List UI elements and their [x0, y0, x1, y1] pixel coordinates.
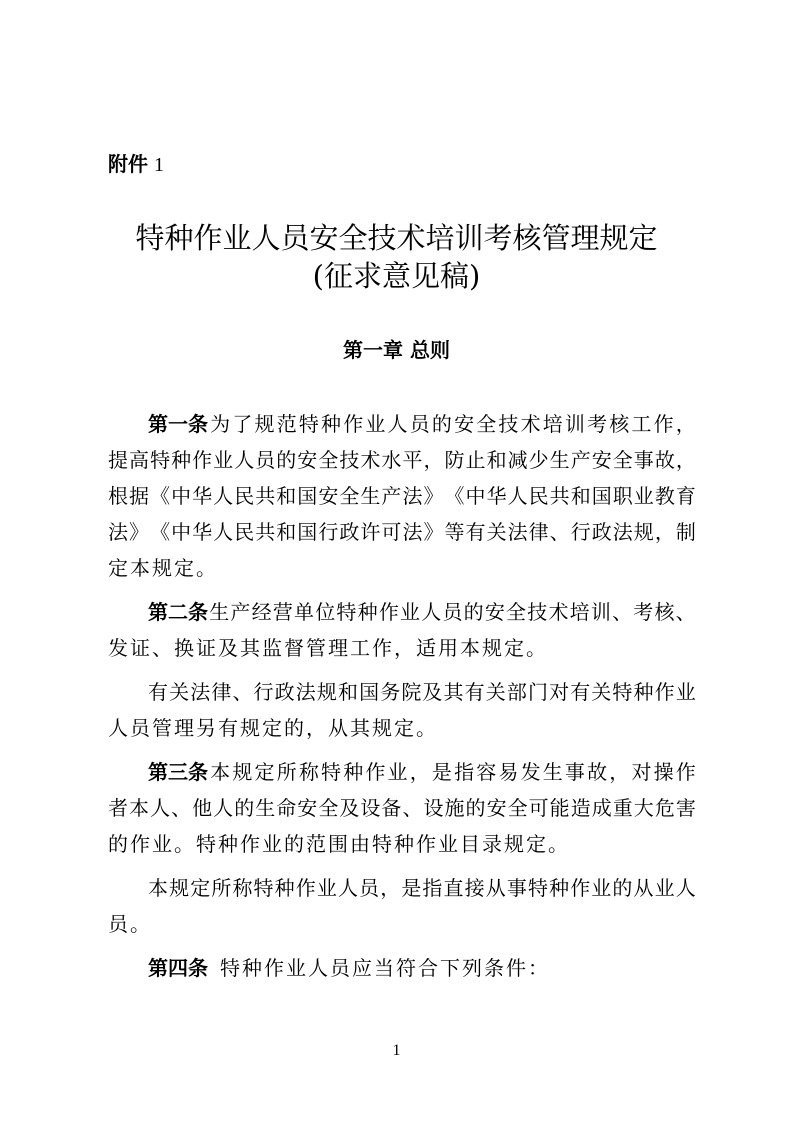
body-line: 提 高 特 种 作 业 人 员 的 安 全 技 术 水 平 ， 防 止 和 减 少 生 产 安 全 事 故 ， — [108, 448, 696, 472]
body-line-text: 人员管理另有规定的，从其规定。 — [108, 716, 438, 740]
body-line — [108, 630, 696, 666]
body-line-text: 定本规定。 — [108, 556, 218, 580]
body-line: 者 本 人 、 他 人 的 生 命 安 全 及 设 备 、 设 施 的 安 全 可 能 造 成 重 大 危 害 — [108, 796, 696, 820]
body-line-text: 发证、换证及其监督管理工作，适用本规定。 — [108, 636, 548, 660]
body-line — [108, 906, 696, 942]
body-line-text: 特种作业人员应当符合下列条件： — [220, 956, 550, 980]
body-line: 第一条 为 了 规 范 特 种 作 业 人 员 的 安 全 技 术 培 训 考 核 工 作 ， — [108, 406, 696, 442]
body-line-text: 员。 — [108, 912, 152, 936]
body-line: 根 据 《 中 华 人 民 共 和 国 安 全 生 产 法 》 《 中 华 人 民 共 和 国 职 业 教 育 — [108, 484, 696, 508]
body-text — [108, 406, 696, 986]
body-line — [108, 826, 696, 862]
body-line-text: 的作业。特种作业的范围由特种作业目录规定。 — [108, 832, 570, 856]
page-number: 1 — [392, 1042, 401, 1059]
body-line — [108, 710, 696, 746]
body-line: 法 》 《 中 华 人 民 共 和 国 行 政 许 可 法 》 等 有 关 法 律 、 行 政 法 规 ， 制 — [108, 520, 696, 544]
article-number: 第二条 — [148, 600, 208, 624]
body-line: 第三条 本 规 定 所 称 特 种 作 业 ， 是 指 容 易 发 生 事 故 ， 对 操 作 — [108, 754, 696, 790]
body-line: 本 规 定 所 称 特 种 作 业 人 员 ， 是 指 直 接 从 事 特 种 作 业 的 从 业 人 — [148, 876, 696, 900]
body-line: 有 关 法 律 、 行 政 法 规 和 国 务 院 及 其 有 关 部 门 对 有 关 特 种 作 业 — [148, 680, 696, 704]
attachment-number: 1 — [154, 154, 164, 176]
article-number: 第四条 — [148, 956, 208, 980]
article-number: 第一条 — [148, 412, 208, 436]
body-line — [108, 550, 696, 586]
document-subtitle: (征求意见稿) — [312, 259, 481, 293]
chapter-heading: 第一章 总则 — [343, 338, 450, 362]
attachment-label — [108, 150, 164, 179]
body-line — [108, 950, 696, 986]
article-number: 第三条 — [148, 760, 208, 784]
body-line: 第二条 生 产 经 营 单 位 特 种 作 业 人 员 的 安 全 技 术 培 训 、 考 核 、 — [108, 594, 696, 630]
attachment-label-text: 附件 — [108, 152, 148, 176]
document-title: 特种作业人员安全技术培训考核管理规定 — [135, 221, 658, 255]
